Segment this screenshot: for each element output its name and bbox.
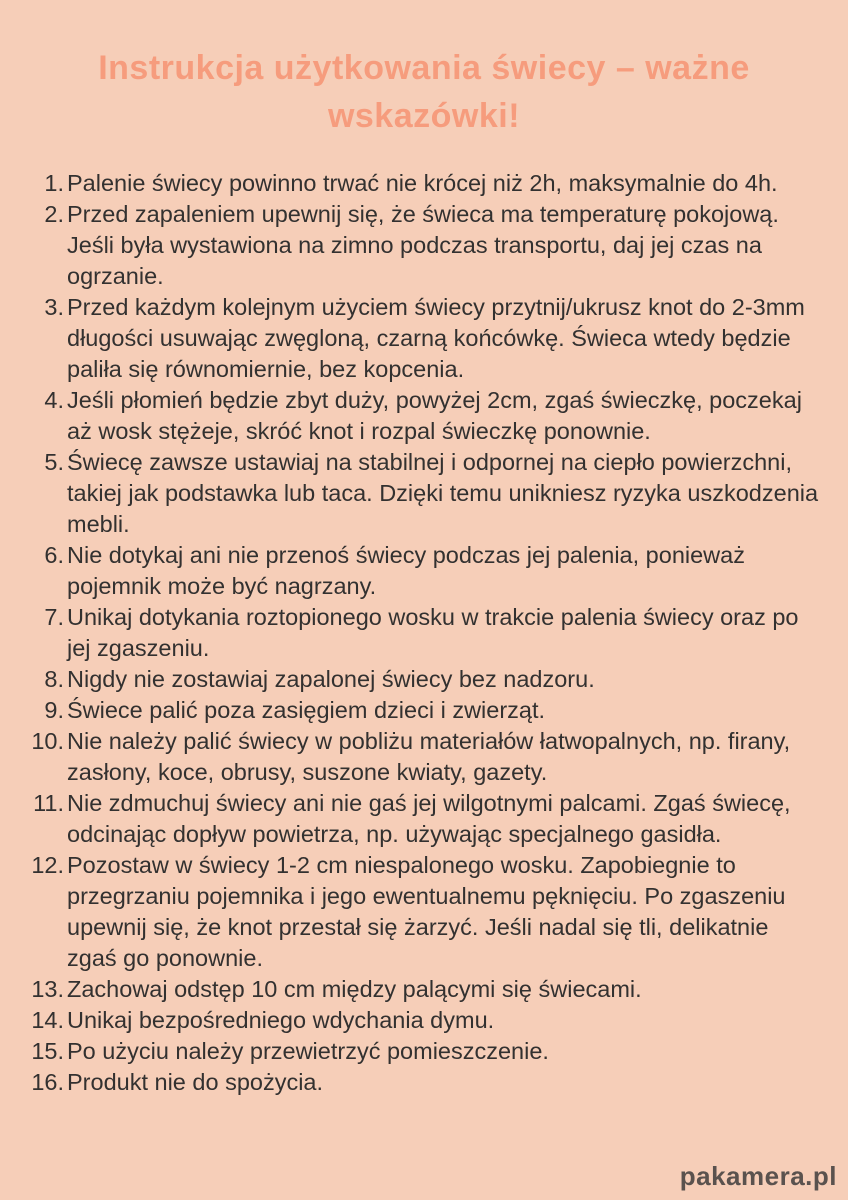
list-item-text: Zachowaj odstęp 10 cm między palącymi się świecami. [67,976,642,1002]
list-item [0,1067,822,1098]
list-item-number: 11. [33,790,64,816]
list-item-number: 2. [44,201,64,227]
list-item-text: Pozostaw w świecy 1-2 cm niespalonego wosku. Zapobiegnie to przegrzaniu pojemnika i jego ewentualnemu pęknięciu. Po zgaszeniu upewnij się, że knot przestał się żarzyć. Jeśli nadal się tli, delikatnie zgaś go ponownie. [67,852,786,971]
list-item-number: 14. [31,1007,64,1033]
list-item-number: 16. [31,1069,64,1095]
list-item-number: 7. [44,604,64,630]
list-item [0,974,822,1005]
list-item [0,695,822,726]
list-item-text: Nie zdmuchuj świecy ani nie gaś jej wilgotnymi palcami. Zgaś świecę, odcinając dopływ powietrza, np. używając specjalnego gasidła. [67,790,791,847]
list-item-text: Unikaj bezpośredniego wdychania dymu. [67,1007,495,1033]
list-item-text: Nie dotykaj ani nie przenoś świecy podczas jej palenia, ponieważ pojemnik może być nagrzany. [67,542,745,599]
list-item-number: 10. [31,728,64,754]
watermark-logo: pakamera.pl [679,1161,837,1191]
list-item-text: Nie należy palić świecy w pobliżu materiałów łatwopalnych, np. firany, zasłony, koce, obrusy, suszone kwiaty, gazety. [67,728,791,785]
list-item-text: Świece palić poza zasięgiem dzieci i zwierząt. [67,697,546,723]
list-item [0,726,822,788]
list-item-number: 1. [44,170,64,196]
list-item-number: 8. [44,666,64,692]
list-item [0,850,822,974]
list-item-text: Unikaj dotykania roztopionego wosku w trakcie palenia świecy oraz po jej zgaszeniu. [67,604,799,661]
list-item [0,447,822,540]
page-title-line-1: Instrukcja użytkowania świecy – ważne [98,49,750,87]
list-item [0,168,822,199]
list-item [0,199,822,292]
list-item [0,602,822,664]
page-title-line-2: wskazówki! [327,97,521,135]
list-item [0,788,822,850]
list-item-number: 5. [44,449,64,475]
list-item-number: 4. [44,387,64,413]
list-item [0,385,822,447]
list-item-text: Produkt nie do spożycia. [67,1069,324,1095]
list-item-text: Świecę zawsze ustawiaj na stabilnej i odpornej na ciepło powierzchni, takiej jak podstawka lub taca. Dzięki temu unikniesz ryzyka uszkodzenia mebli. [67,449,819,537]
list-item-number: 13. [31,976,64,1002]
list-item [0,664,822,695]
list-item-text: Palenie świecy powinno trwać nie krócej niż 2h, maksymalnie do 4h. [67,170,778,196]
page-title [74,0,774,140]
list-item-number: 3. [44,294,64,320]
list-item [0,292,822,385]
list-item [0,540,822,602]
list-item-text: Przed zapaleniem upewnij się, że świeca ma temperaturę pokojową. Jeśli była wystawiona na zimno podczas transportu, daj jej czas na ogrzanie. [67,201,779,289]
list-item-text: Po użyciu należy przewietrzyć pomieszczenie. [67,1038,549,1064]
list-item [0,1036,822,1067]
list-item-number: 12. [31,852,64,878]
list-item-text: Jeśli płomień będzie zbyt duży, powyżej 2cm, zgaś świeczkę, poczekaj aż wosk stężeje, skróć knot i rozpal świeczkę ponownie. [67,387,802,444]
list-item-text: Przed każdym kolejnym użyciem świecy przytnij/ukrusz knot do 2-3mm długości usuwając zwęgloną, czarną końcówkę. Świeca wtedy będzie paliła się równomiernie, bez kopcenia. [67,294,805,382]
list-item [0,1005,822,1036]
list-item-number: 6. [44,542,64,568]
list-item-number: 9. [44,697,64,723]
list-item-text: Nigdy nie zostawiaj zapalonej świecy bez nadzoru. [67,666,595,692]
instructions-list [0,168,848,1098]
list-item-number: 15. [31,1038,64,1064]
